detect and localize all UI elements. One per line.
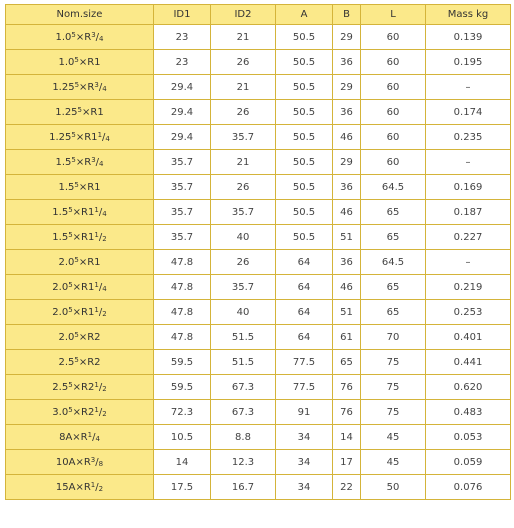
nominal-size-cell [6, 325, 154, 350]
size-text: 1.25 [52, 81, 75, 93]
value-cell: 22 [333, 475, 361, 500]
size-text: / [98, 406, 103, 418]
value-cell: 0.620 [426, 375, 511, 400]
value-cell: 75 [361, 375, 426, 400]
value-cell: 34 [276, 425, 333, 450]
value-cell: 34 [276, 475, 333, 500]
value-cell: 21 [211, 150, 276, 175]
value-cell: 21 [211, 75, 276, 100]
size-subscript: 4 [102, 284, 107, 293]
size-text: 1.0 [55, 31, 72, 43]
table-row [6, 225, 511, 250]
value-cell: 26 [211, 250, 276, 275]
value-cell: 76 [333, 400, 361, 425]
size-text: ×R2 [72, 406, 95, 418]
value-cell: 36 [333, 50, 361, 75]
nominal-size-cell [6, 275, 154, 300]
size-text: ×R1 [78, 256, 101, 268]
value-cell: 0.253 [426, 300, 511, 325]
size-text: ×R [75, 156, 92, 168]
table-row [6, 375, 511, 400]
nominal-size-cell [6, 50, 154, 75]
value-cell: 45 [361, 450, 426, 475]
size-superscript: 1 [87, 430, 93, 439]
size-subscript: 4 [99, 34, 104, 43]
value-cell: 65 [361, 300, 426, 325]
value-cell: 35.7 [154, 225, 211, 250]
value-cell: 64 [276, 325, 333, 350]
value-cell: 75 [361, 350, 426, 375]
nominal-size-cell [6, 425, 154, 450]
size-text: 2.0 [52, 281, 69, 293]
size-superscript: 1 [94, 405, 99, 414]
size-text: 15A×R [55, 481, 91, 493]
value-cell: 50.5 [276, 150, 333, 175]
value-cell: 0.235 [426, 125, 511, 150]
table-row [6, 350, 511, 375]
size-text: / [95, 31, 100, 43]
size-text: / [98, 306, 103, 318]
value-cell: 59.5 [154, 375, 211, 400]
size-text: 1.5 [52, 206, 69, 218]
value-cell: 50 [361, 475, 426, 500]
nominal-size-cell [6, 200, 154, 225]
column-header: Mass kg [426, 5, 511, 25]
value-cell: 60 [361, 50, 426, 75]
value-cell: 0.139 [426, 25, 511, 50]
value-cell: 0.174 [426, 100, 511, 125]
size-text: 3.0 [52, 406, 69, 418]
value-cell: 72.3 [154, 400, 211, 425]
value-cell: 36 [333, 250, 361, 275]
value-cell: 40 [211, 300, 276, 325]
nominal-size-cell [6, 300, 154, 325]
value-cell: 50.5 [276, 100, 333, 125]
value-cell: 21 [211, 25, 276, 50]
size-text: 2.0 [52, 306, 69, 318]
value-cell: 29 [333, 75, 361, 100]
value-cell: 26 [211, 100, 276, 125]
value-cell: 50.5 [276, 175, 333, 200]
value-cell: 0.441 [426, 350, 511, 375]
value-cell: 50.5 [276, 125, 333, 150]
value-cell: 35.7 [211, 125, 276, 150]
value-cell: 29 [333, 25, 361, 50]
nominal-size-cell [6, 450, 154, 475]
size-superscript: 5 [74, 330, 79, 339]
value-cell: 65 [361, 275, 426, 300]
value-cell: 64 [276, 275, 333, 300]
value-cell: 50.5 [276, 50, 333, 75]
size-text: / [98, 231, 103, 243]
size-superscript: 5 [68, 405, 73, 414]
value-cell: 14 [154, 450, 211, 475]
size-text: 1.5 [55, 156, 72, 168]
size-superscript: 5 [74, 55, 79, 64]
size-text: 1.25 [49, 131, 72, 143]
size-superscript: 5 [71, 30, 76, 39]
value-cell: 61 [333, 325, 361, 350]
size-superscript: 5 [68, 305, 73, 314]
size-superscript: 5 [74, 355, 79, 364]
size-superscript: 5 [68, 280, 73, 289]
size-superscript: 5 [68, 230, 73, 239]
size-text: / [95, 481, 99, 493]
size-superscript: 5 [71, 155, 76, 164]
size-text: ×R [75, 31, 92, 43]
nominal-size-cell [6, 75, 154, 100]
table-header [6, 5, 511, 25]
value-cell: 91 [276, 400, 333, 425]
value-cell: 50.5 [276, 25, 333, 50]
value-cell: 60 [361, 150, 426, 175]
value-cell: 35.7 [211, 200, 276, 225]
value-cell: 34 [276, 450, 333, 475]
size-superscript: 3 [90, 455, 96, 464]
size-subscript: 2 [102, 384, 107, 393]
size-text: 1.5 [52, 231, 69, 243]
value-cell: 51 [333, 225, 361, 250]
value-cell: 0.401 [426, 325, 511, 350]
value-cell: 60 [361, 25, 426, 50]
size-text: ×R1 [72, 281, 95, 293]
value-cell: 0.483 [426, 400, 511, 425]
nominal-size-cell [6, 125, 154, 150]
size-superscript: 1 [94, 380, 99, 389]
table-row [6, 275, 511, 300]
value-cell: 0.169 [426, 175, 511, 200]
column-header: B [333, 5, 361, 25]
table-row [6, 300, 511, 325]
size-superscript: 5 [68, 380, 73, 389]
header-row [6, 5, 511, 25]
value-cell: 75 [361, 400, 426, 425]
column-header: A [276, 5, 333, 25]
value-cell: 50.5 [276, 225, 333, 250]
size-superscript: 5 [68, 205, 73, 214]
value-cell: 67.3 [211, 400, 276, 425]
table-row [6, 250, 511, 275]
size-superscript: 3 [94, 80, 99, 89]
value-cell: 29.4 [154, 100, 211, 125]
size-text: / [95, 456, 99, 468]
value-cell: 0.219 [426, 275, 511, 300]
nominal-size-cell [6, 250, 154, 275]
table-row [6, 325, 511, 350]
table-row [6, 175, 511, 200]
table-row [6, 75, 511, 100]
value-cell: – [426, 250, 511, 275]
size-text: / [98, 281, 103, 293]
value-cell: 64 [276, 250, 333, 275]
size-text: / [102, 131, 106, 143]
nominal-size-cell [6, 175, 154, 200]
nominal-size-cell [6, 100, 154, 125]
size-text: 8A×R [59, 431, 88, 443]
value-cell: 47.8 [154, 275, 211, 300]
size-text: / [92, 431, 96, 443]
value-cell: 35.7 [154, 200, 211, 225]
value-cell: 0.076 [426, 475, 511, 500]
value-cell: 0.195 [426, 50, 511, 75]
size-text: / [95, 156, 100, 168]
nominal-size-cell [6, 400, 154, 425]
value-cell: 46 [333, 200, 361, 225]
value-cell: – [426, 75, 511, 100]
value-cell: 65 [361, 200, 426, 225]
value-cell: 35.7 [154, 150, 211, 175]
table-row [6, 475, 511, 500]
size-text: / [98, 81, 103, 93]
size-text: ×R1 [72, 231, 95, 243]
table-row [6, 200, 511, 225]
value-cell: 65 [333, 350, 361, 375]
size-text: ×R2 [78, 356, 101, 368]
size-subscript: 4 [105, 134, 110, 143]
value-cell: 23 [154, 25, 211, 50]
nominal-size-cell [6, 150, 154, 175]
size-text: ×R1 [72, 306, 95, 318]
value-cell: 77.5 [276, 375, 333, 400]
size-text: 2.5 [52, 381, 69, 393]
size-text: / [98, 206, 103, 218]
size-subscript: 4 [95, 434, 100, 443]
size-subscript: 4 [102, 84, 107, 93]
size-text: 2.5 [58, 356, 75, 368]
value-cell: 64.5 [361, 175, 426, 200]
nominal-size-cell [6, 25, 154, 50]
table-row [6, 25, 511, 50]
value-cell: 45 [361, 425, 426, 450]
value-cell: 60 [361, 125, 426, 150]
size-text: ×R2 [78, 331, 101, 343]
value-cell: 40 [211, 225, 276, 250]
column-header: ID2 [211, 5, 276, 25]
value-cell: 36 [333, 100, 361, 125]
value-cell: 70 [361, 325, 426, 350]
spec-table [5, 4, 511, 500]
size-superscript: 1 [94, 305, 99, 314]
size-superscript: 5 [77, 105, 83, 114]
size-superscript: 5 [71, 130, 76, 139]
size-text: ×R1 [75, 131, 98, 143]
value-cell: 60 [361, 75, 426, 100]
size-subscript: 2 [102, 409, 107, 418]
size-text: 1.0 [58, 56, 75, 68]
value-cell: 59.5 [154, 350, 211, 375]
size-subscript: 8 [98, 459, 104, 468]
table-row [6, 125, 511, 150]
value-cell: 77.5 [276, 350, 333, 375]
value-cell: 17.5 [154, 475, 211, 500]
value-cell: 23 [154, 50, 211, 75]
value-cell: 29.4 [154, 75, 211, 100]
value-cell: 47.8 [154, 325, 211, 350]
value-cell: 12.3 [211, 450, 276, 475]
value-cell: 50.5 [276, 75, 333, 100]
size-text: ×R1 [72, 206, 95, 218]
value-cell: 76 [333, 375, 361, 400]
size-subscript: 2 [98, 484, 104, 493]
column-header: Nom.size [6, 5, 154, 25]
value-cell: 46 [333, 275, 361, 300]
size-subscript: 4 [102, 209, 107, 218]
nominal-size-cell [6, 225, 154, 250]
value-cell: – [426, 150, 511, 175]
value-cell: 0.053 [426, 425, 511, 450]
nominal-size-cell [6, 375, 154, 400]
value-cell: 17 [333, 450, 361, 475]
size-subscript: 2 [102, 309, 107, 318]
value-cell: 29.4 [154, 125, 211, 150]
value-cell: 64 [276, 300, 333, 325]
size-text: ×R1 [82, 106, 104, 118]
value-cell: 26 [211, 175, 276, 200]
value-cell: 67.3 [211, 375, 276, 400]
value-cell: 65 [361, 225, 426, 250]
value-cell: 50.5 [276, 200, 333, 225]
size-subscript: 2 [102, 234, 107, 243]
size-superscript: 1 [90, 480, 96, 489]
size-text: 1.25 [55, 106, 78, 118]
value-cell: 64.5 [361, 250, 426, 275]
value-cell: 51 [333, 300, 361, 325]
value-cell: 47.8 [154, 250, 211, 275]
value-cell: 60 [361, 100, 426, 125]
value-cell: 10.5 [154, 425, 211, 450]
column-header: L [361, 5, 426, 25]
table-row [6, 400, 511, 425]
size-subscript: 4 [99, 159, 104, 168]
value-cell: 8.8 [211, 425, 276, 450]
size-text: 1.5 [58, 181, 75, 193]
size-superscript: 5 [74, 180, 79, 189]
value-cell: 36 [333, 175, 361, 200]
value-cell: 51.5 [211, 350, 276, 375]
size-superscript: 1 [94, 205, 99, 214]
size-text: 2.0 [58, 256, 75, 268]
value-cell: 47.8 [154, 300, 211, 325]
value-cell: 35.7 [211, 275, 276, 300]
size-superscript: 1 [97, 130, 103, 139]
value-cell: 0.187 [426, 200, 511, 225]
nominal-size-cell [6, 475, 154, 500]
size-text: ×R [79, 81, 95, 93]
size-superscript: 1 [94, 230, 99, 239]
value-cell: 26 [211, 50, 276, 75]
value-cell: 16.7 [211, 475, 276, 500]
table-row [6, 450, 511, 475]
column-header: ID1 [154, 5, 211, 25]
table-row [6, 425, 511, 450]
size-text: 10A×R [55, 456, 91, 468]
value-cell: 0.227 [426, 225, 511, 250]
size-text: ×R1 [78, 181, 101, 193]
value-cell: 14 [333, 425, 361, 450]
nominal-size-cell [6, 350, 154, 375]
size-superscript: 3 [91, 155, 96, 164]
size-text: ×R1 [78, 56, 101, 68]
size-text: / [98, 381, 103, 393]
size-superscript: 5 [74, 80, 80, 89]
size-superscript: 3 [91, 30, 96, 39]
size-superscript: 1 [94, 280, 99, 289]
size-text: ×R2 [72, 381, 95, 393]
size-superscript: 5 [74, 255, 79, 264]
value-cell: 29 [333, 150, 361, 175]
size-text: 2.0 [58, 331, 75, 343]
table-body [6, 25, 511, 500]
table-row [6, 50, 511, 75]
value-cell: 35.7 [154, 175, 211, 200]
value-cell: 51.5 [211, 325, 276, 350]
table-row [6, 100, 511, 125]
value-cell: 0.059 [426, 450, 511, 475]
value-cell: 46 [333, 125, 361, 150]
table-row [6, 150, 511, 175]
